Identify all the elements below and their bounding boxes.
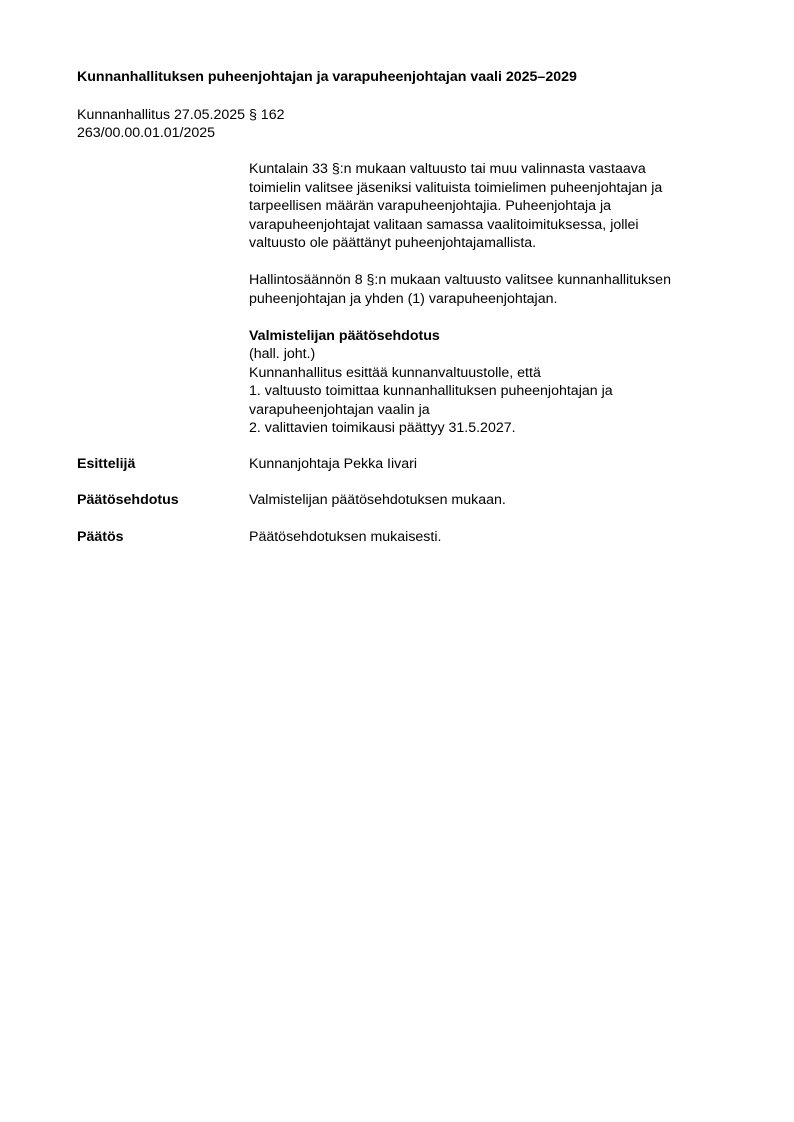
meeting-meta	[77, 106, 284, 142]
decision-proposal-label: Päätösehdotus	[77, 492, 179, 508]
text-line: tarpeellisen määrän varapuheenjohtajia. Puheenjohtaja ja	[249, 198, 612, 214]
presenter-label: Esittelijä	[77, 456, 136, 472]
case-number: 263/00.00.01.01/2025	[77, 125, 216, 141]
text-line: Kunnanhallitus esittää kunnanvaltuustolle, että	[249, 364, 541, 381]
text-line: Hallintosäännön 8 §:n mukaan valtuusto valitsee kunnanhallituksen	[249, 272, 671, 288]
text-line: toimielin valitsee jäseniksi valituista toimielimen puheenjohtajan ja	[249, 179, 663, 196]
text-line: 1. valtuusto toimittaa kunnanhallituksen puheenjohtajan ja	[249, 383, 613, 399]
text-line: varapuheenjohtajat valitaan samassa vaalitoimituksessa, jollei	[249, 216, 639, 233]
text-line: Kuntalain 33 §:n mukaan valtuusto tai muu valinnasta vastaava	[249, 161, 646, 177]
preparer-proposal	[249, 327, 729, 438]
decision-value: Päätösehdotuksen mukaisesti.	[249, 529, 442, 545]
text-line: (hall. joht.)	[249, 346, 316, 362]
paragraph-municipal-act	[249, 160, 729, 253]
presenter-value: Kunnanjohtaja Pekka Iivari	[249, 456, 417, 472]
text-line: valtuusto ole päättänyt puheenjohtajamallista.	[249, 235, 537, 251]
text-line: varapuheenjohtajan vaalin ja	[249, 401, 430, 418]
document-title: Kunnanhallituksen puheenjohtajan ja varapuheenjohtajan vaali 2025–2029	[77, 69, 577, 85]
document-body	[249, 160, 729, 456]
paragraph-administrative-rules	[249, 271, 729, 308]
preparer-proposal-heading: Valmistelijan päätösehdotus	[249, 327, 440, 344]
decision-proposal-value: Valmistelijan päätösehdotuksen mukaan.	[249, 492, 506, 508]
text-line: puheenjohtajan ja yhden (1) varapuheenjohtajan.	[249, 290, 558, 307]
text-line: 2. valittavien toimikausi päättyy 31.5.2027.	[249, 420, 516, 436]
decision-label: Päätös	[77, 529, 124, 545]
meeting-reference: Kunnanhallitus 27.05.2025 § 162	[77, 107, 285, 123]
